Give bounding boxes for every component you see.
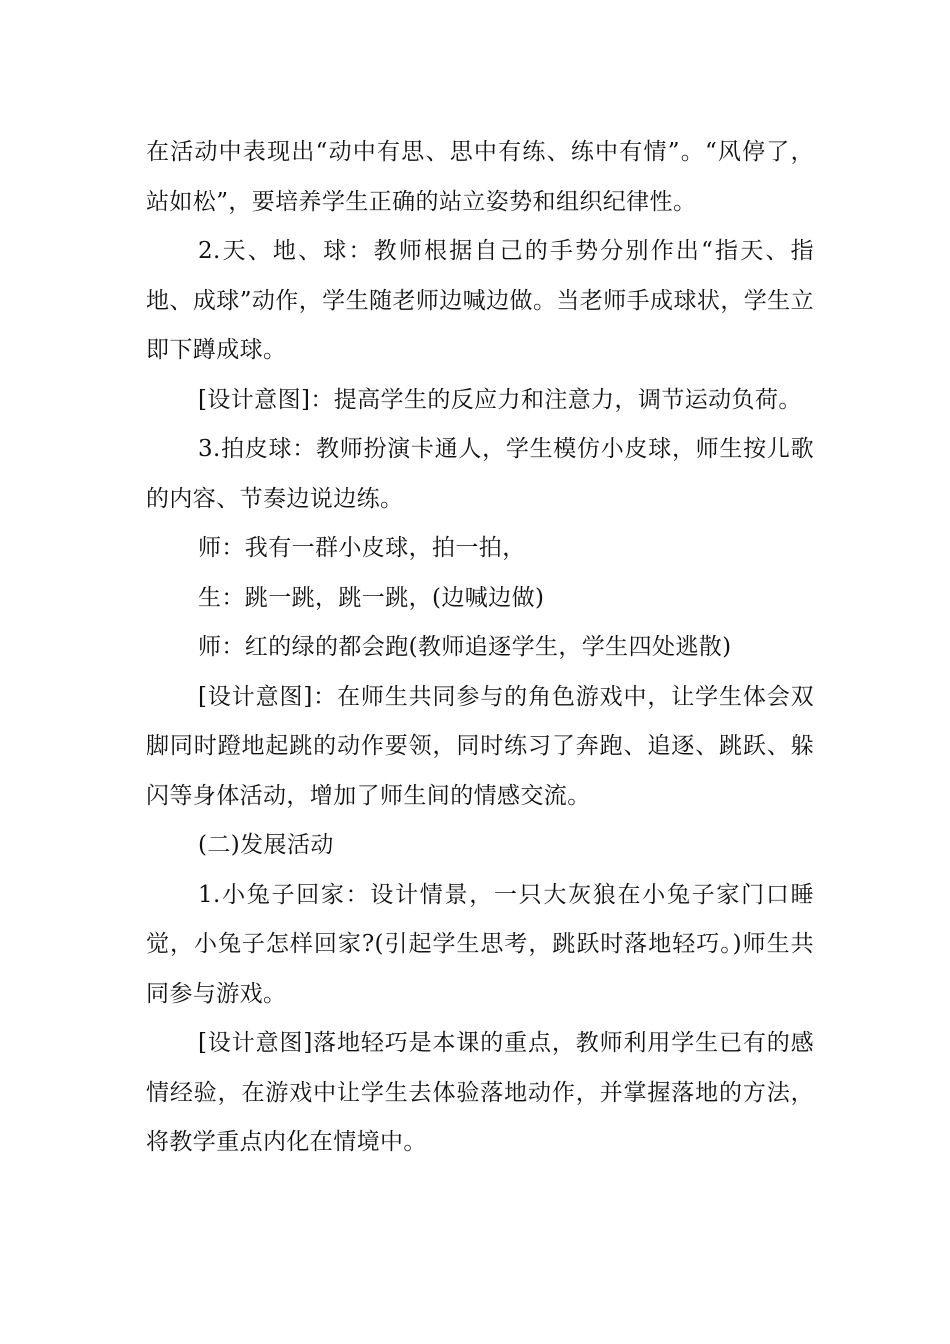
paragraph-11: [设计意图]落地轻巧是本课的重点，教师利用学生已有的感情经验，在游戏中让学生去体验落地动作，并掌握落地的方法，将教学重点内化在情境中。 [146,1030,814,1155]
paragraph-2: 2.天、地、球：教师根据自己的手势分别作出“指天、指地、成球”动作，学生随老师边喊边做。当老师手成球状，学生立即下蹲成球。 [146,238,814,363]
paragraph-10: 1.小兔子回家：设计情景，一只大灰狼在小兔子家门口睡觉，小兔子怎样回家?(引起学生思考，跳跃时落地轻巧。)师生共同参与游戏。 [146,881,814,1007]
paragraph-5: 师：我有一群小皮球，拍一拍， [198,535,526,561]
paragraph-4: 3.拍皮球：教师扮演卡通人，学生模仿小皮球，师生按儿歌的内容、节奏边说边练。 [146,436,814,512]
paragraph-6: 生：跳一跳，跳一跳，(边喊边做) [198,584,545,611]
paragraph-3: [设计意图]：提高学生的反应力和注意力，调节运动负荷。 [198,386,802,413]
section-heading: (二)发展活动 [198,832,334,858]
paragraph-1: 在活动中表现出“动中有思、思中有练、练中有情”。“风停了，站如松”，要培养学生正确的站立姿势和组织纪律性。 [146,139,814,215]
paragraph-7: 师：红的绿的都会跑(教师追逐学生，学生四处逃散) [198,634,732,660]
document-body [146,128,814,1168]
paragraph-8: [设计意图]：在师生共同参与的角色游戏中，让学生体会双脚同时蹬地起跳的动作要领，同时练习了奔跑、追逐、跳跃、躲闪等身体活动，增加了师生间的情感交流。 [146,683,814,809]
